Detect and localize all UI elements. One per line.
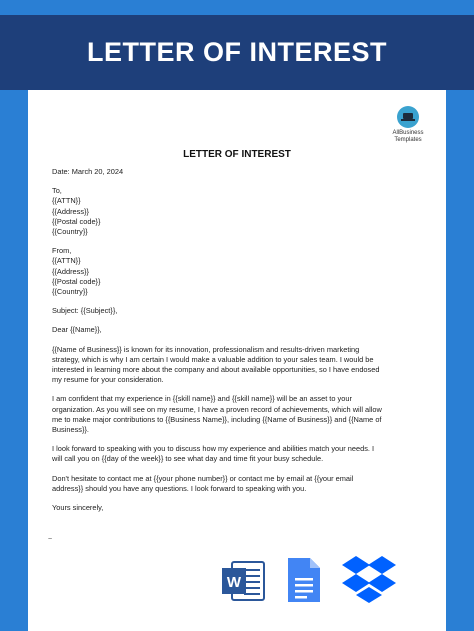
from-line: {{ATTN}} — [52, 256, 81, 266]
google-docs-icon[interactable] — [286, 556, 322, 604]
paragraph-line: Don't hesitate to contact me at {{your phone number}} or contact me by email at {{your email — [52, 473, 354, 483]
paragraph-line: me to make major contributions to {{Business Name}}, including {{Name of Business}} and {{Name of — [52, 414, 382, 424]
top-strip — [0, 0, 474, 15]
from-line: {{Address}} — [52, 266, 89, 276]
laptop-icon — [397, 106, 419, 128]
logo-line-1: AllBusiness — [392, 130, 424, 136]
to-line: {{Postal code}} — [52, 216, 101, 226]
from-line: {{Country}} — [52, 287, 88, 297]
paragraph-4 — [52, 474, 397, 494]
paragraph-line: organization. As you will see on my resume, I have a proven record of achievements, which will allow — [52, 404, 382, 414]
paragraph-line: my resume for your consideration. — [52, 375, 164, 385]
format-icons — [28, 550, 446, 630]
subject-line: Subject: {{Subject}}, — [52, 306, 118, 316]
document-page — [28, 90, 446, 631]
dropbox-icon[interactable] — [340, 554, 398, 606]
document-title: LETTER OF INTEREST — [183, 149, 291, 160]
paragraph-line: address}} should you have any questions. I look forward to speaking with you. — [52, 483, 307, 493]
paragraph-2 — [52, 394, 397, 435]
word-icon[interactable] — [220, 558, 266, 604]
from-line: From, — [52, 246, 72, 256]
paragraph-line: will call you on {{day of the week}} to see what day and time fit your busy schedule. — [52, 454, 324, 464]
paragraph-line: Business}}. — [52, 425, 89, 435]
logo-line-2: Templates — [394, 137, 422, 143]
paragraph-line: interested in learning more about the company and about available opportunities, so I have endosed — [52, 365, 380, 375]
paragraph-1 — [52, 345, 397, 386]
paragraph-line: strategy, which is why I am certain I would make a valuable addition to your sales team. I would be — [52, 354, 374, 364]
date-line: Date: March 20, 2024 — [52, 167, 124, 176]
from-line: {{Postal code}} — [52, 276, 101, 286]
paragraph-3 — [52, 444, 397, 464]
banner-title: LETTER OF INTEREST — [86, 37, 387, 67]
paragraph-line: I am confident that my experience in {{skill name}} and {{skill name}} will be an asset to your — [52, 394, 352, 404]
signature-mark: ~ — [48, 536, 53, 543]
to-line: {{Address}} — [52, 206, 89, 216]
to-line: {{ATTN}} — [52, 196, 81, 206]
header-banner — [0, 15, 474, 90]
word-letter: W — [226, 574, 242, 591]
closing: Yours sincerely, — [52, 503, 104, 513]
to-line: {{Country}} — [52, 227, 88, 237]
to-line: To, — [52, 186, 62, 196]
letter-body — [52, 167, 397, 522]
paragraph-line: I look forward to speaking with you to discuss how my experience and abilities match your needs. I — [52, 444, 375, 454]
from-block — [52, 246, 397, 297]
paragraph-line: {{Name of Business}} is known for its innovation, professionalism and results-driven marketing — [52, 344, 360, 354]
allbusiness-logo — [383, 106, 433, 146]
salutation: Dear {{Name}}, — [52, 325, 102, 335]
to-block — [52, 186, 397, 237]
